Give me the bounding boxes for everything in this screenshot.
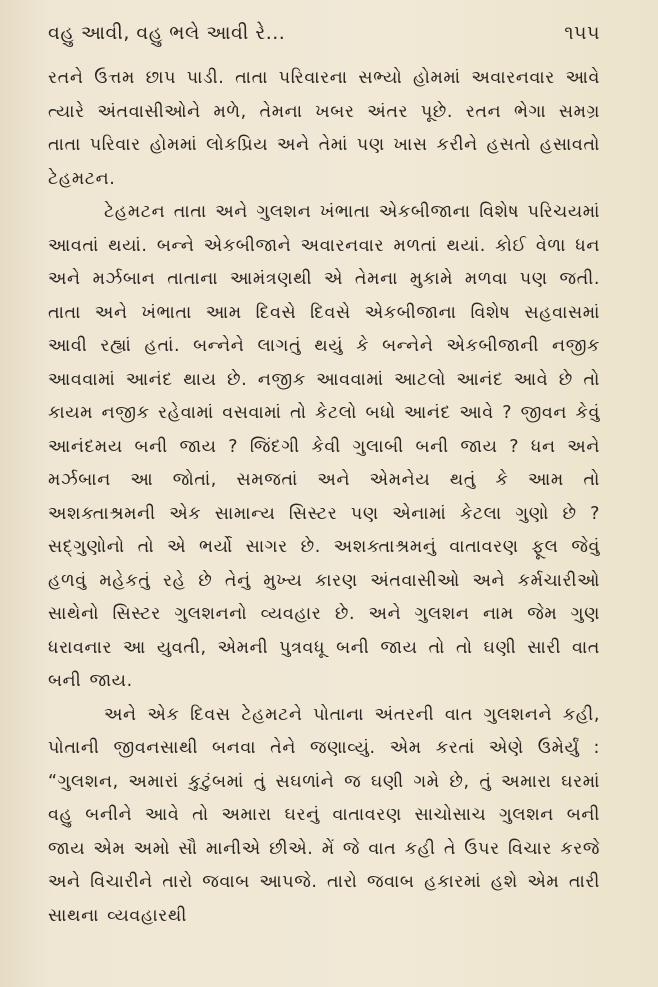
running-title: વહુ આવી, વહુ ભલે આવી રે... <box>48 22 286 44</box>
paragraph: ટેહમટન તાતા અને ગુલશન ખંભાતા એકબીજાના વિશેષ પરિચયમાં આવતાં થયાં. બન્ને એકબીજાને અવારનવાર મળતાં થયાં. કોઈ વેળા ધન અને મર્ઝબાન તાતાના આમંત્રણથી એ તેમના મુકામે મળવા પણ જતી. તાતા અને ખંભાતા આમ દિવસે દિવસે એકબીજાના વિશેષ સહવાસમાં આવી રહ્યાં હતાં. બન્નેને લાગતું થયું કે બન્નેને એકબીજાની નજીક આવવામાં આનંદ થાય છે. નજીક આવવામાં આટલો આનંદ આવે છે તો કાયમ નજીક રહેવામાં વસવામાં તો કેટલો બધો આનંદ આવે ? જીવન કેવું આનંદમય બની જાય ? જિંદગી કેવી ગુલાબી બની જાય ? ધન અને મર્ઝબાન આ જોતાં, સમજતાં અને એમનેય થતું કે આમ તો અશક્તાશ્રમની એક સામાન્ય સિસ્ટર પણ એનામાં કેટલા ગુણો છે ? સદ્‌ગુણોનો તો એ ભર્યો સાગર છે. અશક્તાશ્રમનું વાતાવરણ ફૂલ જેવું હળવું મહેકતું રહે છે તેનું મુખ્ય કારણ અંતવાસીઓ અને કર્મચારીઓ સાથેનો સિસ્ટર ગુલશનનો વ્યવહાર છે. અને ગુલશન નામ જેમ ગુણ ધરાવનાર આ યુવતી, એમની પુત્રવધૂ બની જાય તો તો ઘણી સારી વાત બની જાય. <box>48 202 600 691</box>
paragraph: અને એક દિવસ ટેહમટને પોતાના અંતરની વાત ગુલશનને કહી, પોતાની જીવનસાથી બનવા તેને જણાવ્યું. એમ કરતાં એણે ઉમેર્યું : “ગુલશન, અમારાં કુટુંબમાં તું સઘળાંને જ ઘણી ગમે છે, તું અમારા ઘરમાં વહુ બનીને આવે તો અમારા ઘરનું વાતાવરણ સાચોસાચ ગુલશન બની જાય એમ અમો સૌ માનીએ છીએ. મેં જે વાત કહી તે ઉપર વિચાર કરજે અને વિચારીને તારો જવાબ આપજે. તારો જવાબ હકારમાં હશે એમ તારી સાથના વ્યવહારથી <box>48 704 600 926</box>
body-text <box>48 62 600 933</box>
running-header <box>48 22 600 44</box>
paragraph: રતને ઉત્તમ છાપ પાડી. તાતા પરિવારના સભ્યો હોમમાં અવારનવાર આવે ત્યારે અંતવાસીઓને મળે, તેમના ખબર અંતર પૂછે. રતન ભેગા સમગ્ર તાતા પરિવાર હોમમાં લોકપ્રિય અને તેમાં પણ ખાસ કરીને હસતો હસાવતો ટેહમટન. <box>48 68 600 189</box>
page-number: ૧૫૫ <box>564 22 600 44</box>
